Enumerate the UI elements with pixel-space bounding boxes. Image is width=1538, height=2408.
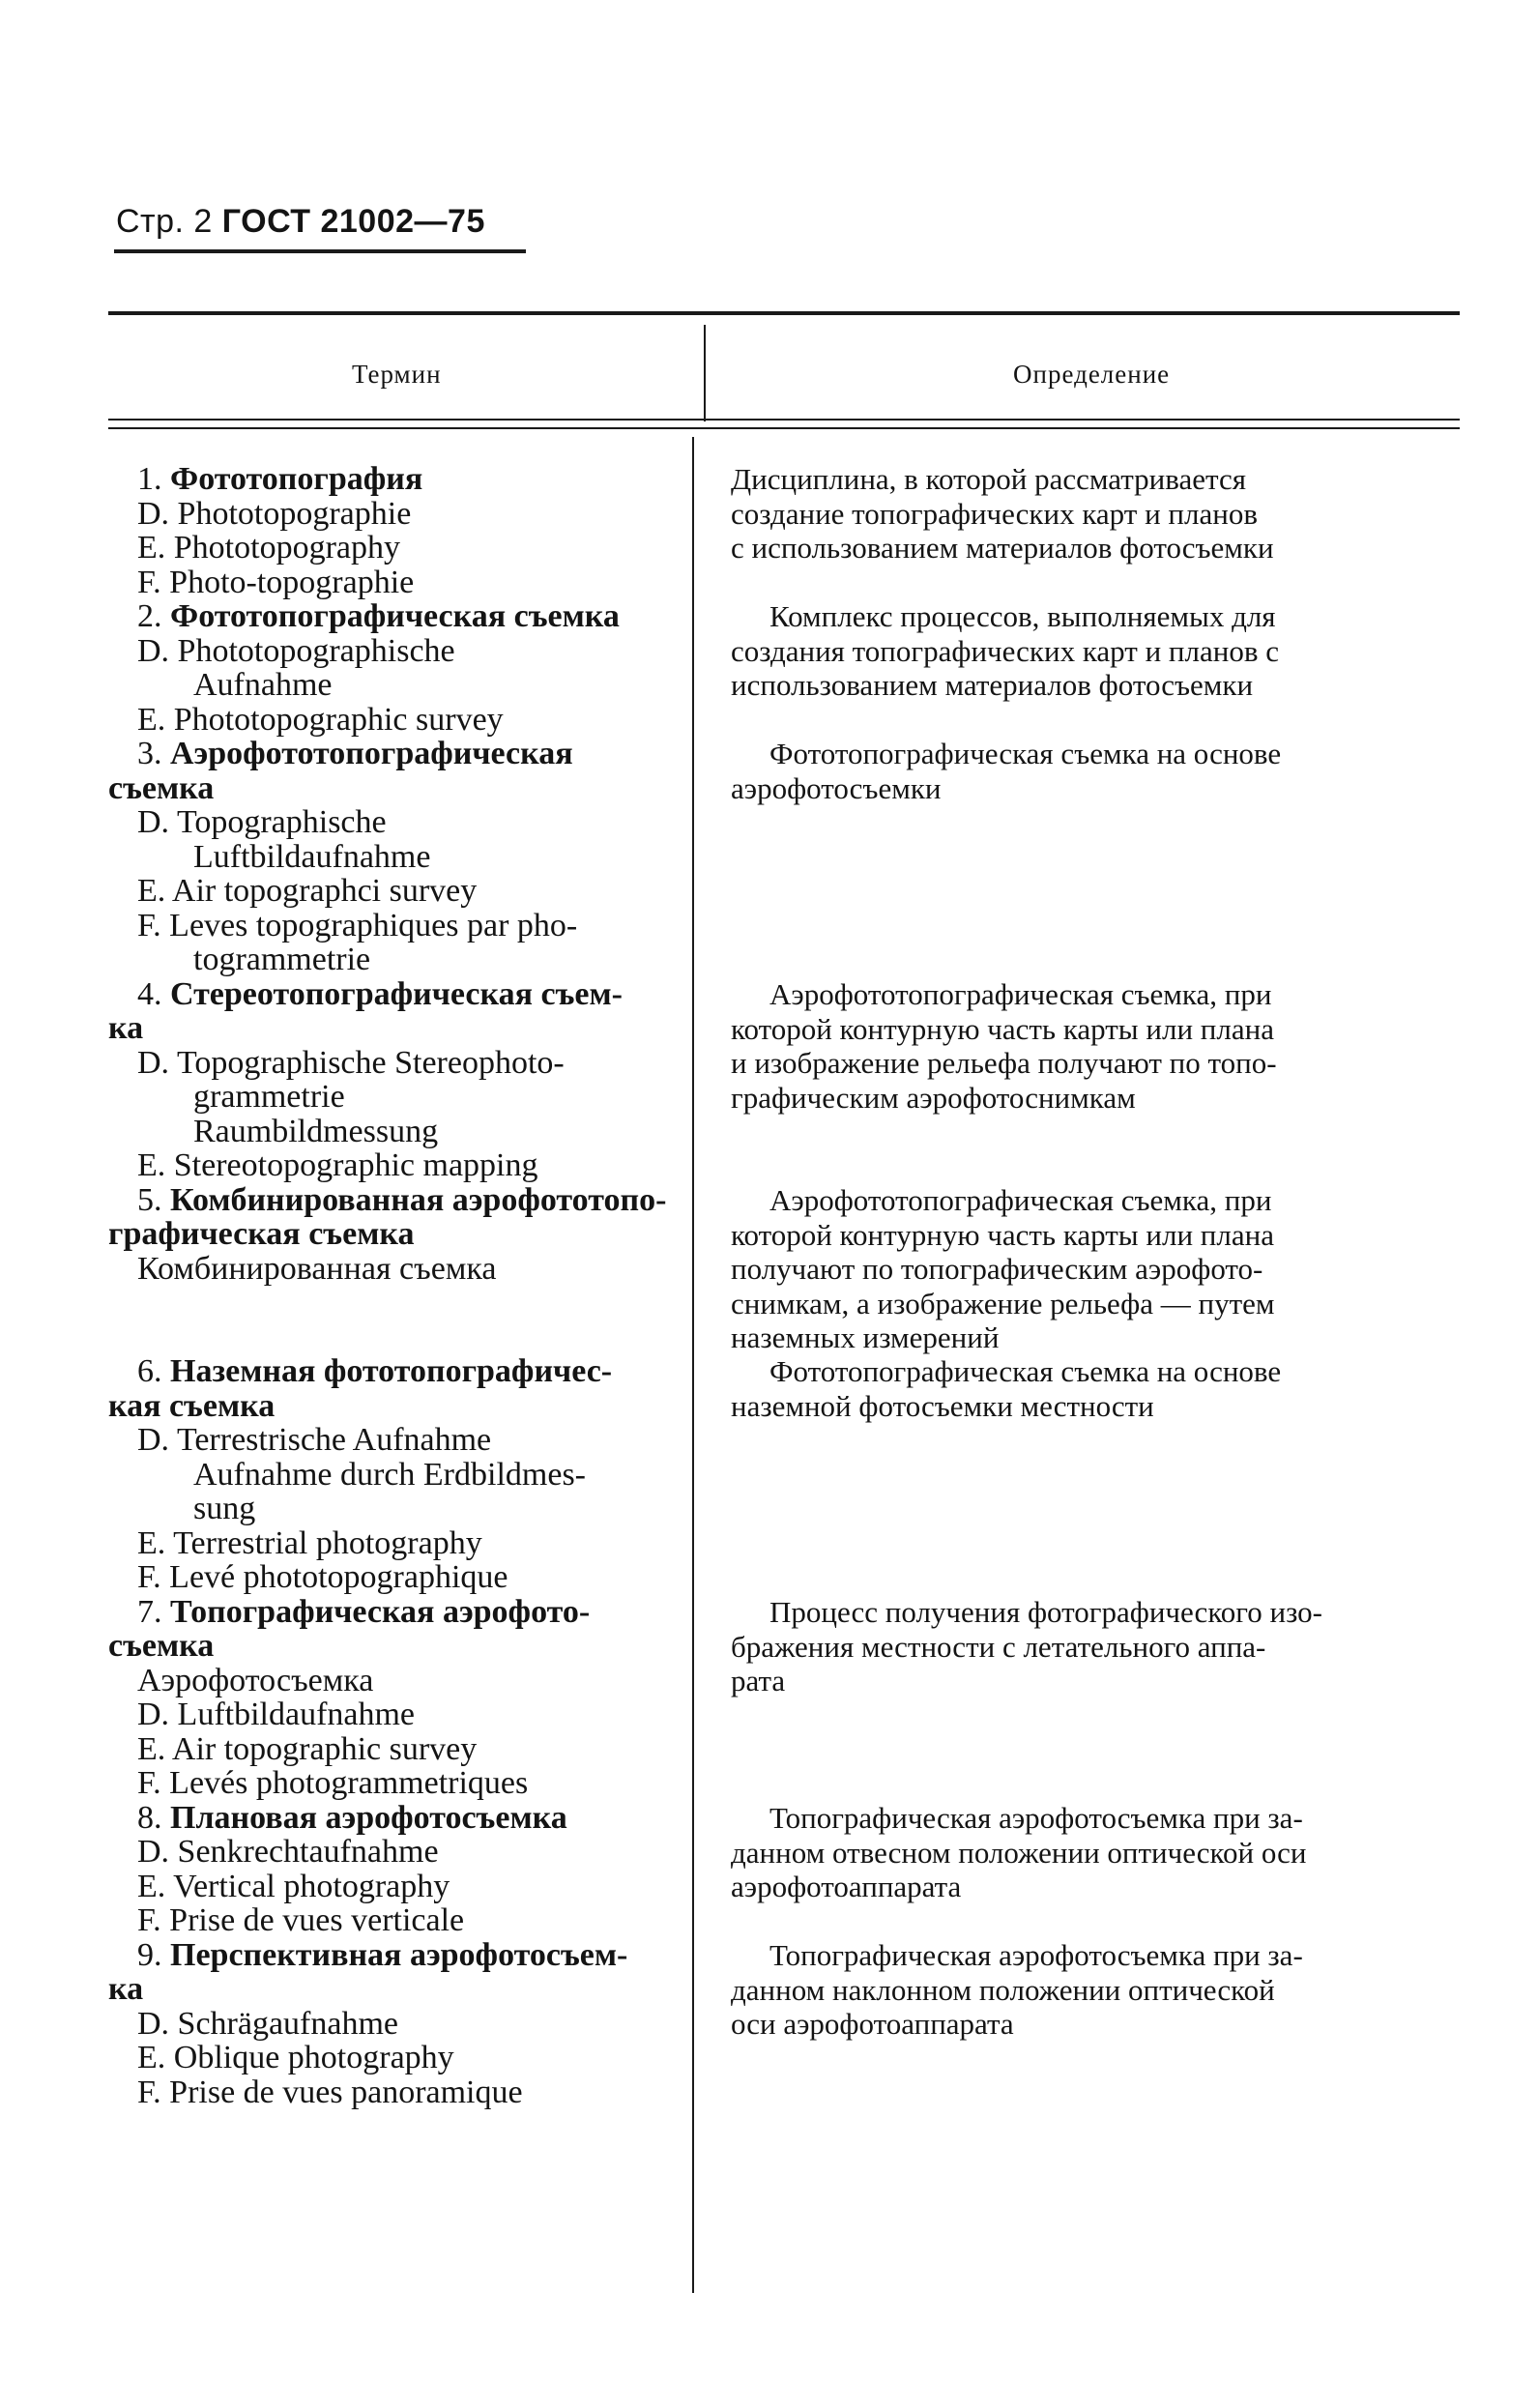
term-foreign-continued: grammetrie [193,1079,345,1115]
table-head-rule [108,419,1460,421]
term-title-continued: съемка [108,769,215,806]
definition-6: Фототопографическая съемка на основе наземной фотосъемки местности [731,1354,1282,1423]
term-foreign: E. Terrestrial photography [137,1524,482,1561]
table-top-rule [108,311,1460,315]
term-foreign: E. Air topographci survey [137,873,478,909]
term-foreign: D. Topographische Stereophoto- [137,1044,565,1081]
term-foreign: D. Schrägaufnahme [137,2005,399,2042]
column-header-definition: Определение [1013,360,1171,389]
term-entry [108,1183,679,1287]
term-title-continued: кая съемка [108,1387,276,1424]
term-foreign-continued: Aufnahme durch Erdbildmes- [193,1456,586,1493]
term-foreign: F. Leves topographiques par pho- [137,907,578,943]
term-synonym: Комбинированная съемка [137,1250,497,1287]
term-foreign: F. Levés photogrammetriques [137,1765,529,1801]
term-foreign: E. Air topographic survey [137,1730,478,1767]
table-head-rule-double [108,427,1460,429]
definition-9: Топографическая аэрофотосъемка при за- данном наклонном положении оптической оси аэрофотоаппарата [731,1938,1303,2041]
term-foreign-continued: Raumbildmessung [193,1113,439,1149]
definition-7: Процесс получения фотографического изо- бражения местности с летательного аппа- рата [731,1595,1322,1697]
term-foreign: D. Topographische [137,804,387,840]
definition-1: Дисциплина, в которой рассматривается создание топографических карт и планов с использованием материалов фотосъемки [731,462,1274,565]
term-foreign: D. Luftbildaufnahme [137,1697,416,1732]
definition-3: Фототопографическая съемка на основе аэрофотосъемки [731,737,1282,805]
term-foreign-continued: sung [193,1491,256,1526]
term-title: 8. Плановая аэрофотосъемка [137,1799,567,1836]
term-synonym: Аэрофотосъемка [137,1662,374,1698]
page-header [116,203,485,241]
term-foreign: F. Levé phototopographique [137,1559,508,1595]
definition-2: Комплекс процессов, выполняемых для создания топографических карт и планов с использованием материалов фотосъемки [731,599,1279,702]
term-foreign-continued: Aufnahme [193,667,333,703]
term-title: 3. Аэрофототопографическая [137,736,573,771]
term-title: 7. Топографическая аэрофото- [137,1593,591,1630]
term-entry [108,1354,679,1595]
term-foreign: E. Oblique photography [137,2040,454,2075]
term-title: 5. Комбинированная аэрофототопо- [137,1181,667,1218]
term-entry [108,1595,679,1801]
term-entry [108,737,679,977]
term-foreign-continued: Luftbildaufnahme [193,838,431,875]
term-foreign: E. Phototopography [137,530,400,566]
definition-8: Топографическая аэрофотосъемка при за- данном отвесном положении оптической оси аэрофотоаппарата [731,1801,1307,1903]
term-foreign: F. Photo-topographie [137,564,415,600]
table-head-divider [704,325,706,421]
page-number-label: Стр. 2 [116,203,213,240]
term-title-continued: ка [108,1971,144,2007]
definition-4: Аэрофототопографическая съемка, при которой контурную часть карты или плана и изображение рельефа получают по топо- графическим аэрофотоснимкам [731,977,1277,1115]
gost-number: ГОСТ 21002—75 [221,203,485,240]
table-body-divider [692,437,694,2293]
term-title-continued: графическая съемка [108,1216,415,1252]
term-title: 6. Наземная фототопографичес- [137,1353,613,1389]
term-foreign-continued: togrammetrie [193,942,371,977]
term-foreign: E. Vertical photography [137,1868,450,1904]
term-entry [108,977,679,1183]
term-foreign: D. Phototopographie [137,495,412,532]
term-foreign: E. Phototopographic survey [137,701,504,738]
term-title: 1. Фототопография [137,461,423,497]
term-foreign: D. Terrestrische Aufnahme [137,1422,492,1458]
term-title-continued: ка [108,1010,144,1046]
terms-column [108,462,679,2109]
term-entry [108,1938,679,2110]
term-entry [108,1801,679,1938]
definition-5: Аэрофототопографическая съемка, при которой контурную часть карты или плана получают по топографическим аэрофото- снимкам, а изображение рельефа — путем наземных измерений [731,1183,1275,1354]
term-title-continued: съемка [108,1628,215,1664]
term-foreign: F. Prise de vues panoramique [137,2074,523,2110]
term-foreign: E. Stereotopographic mapping [137,1147,538,1183]
column-header-term: Термин [352,360,442,389]
term-entry [108,599,679,737]
header-underline [114,249,526,253]
term-foreign: D. Phototopographische [137,632,455,669]
term-title: 2. Фототопографическая съемка [137,598,620,634]
term-title: 4. Стереотопографическая съем- [137,975,623,1012]
term-foreign: F. Prise de vues verticale [137,1902,465,1938]
term-entry [108,462,679,599]
term-foreign: D. Senkrechtaufnahme [137,1834,439,1870]
term-title: 9. Перспективная аэрофотосъем- [137,1936,628,1973]
